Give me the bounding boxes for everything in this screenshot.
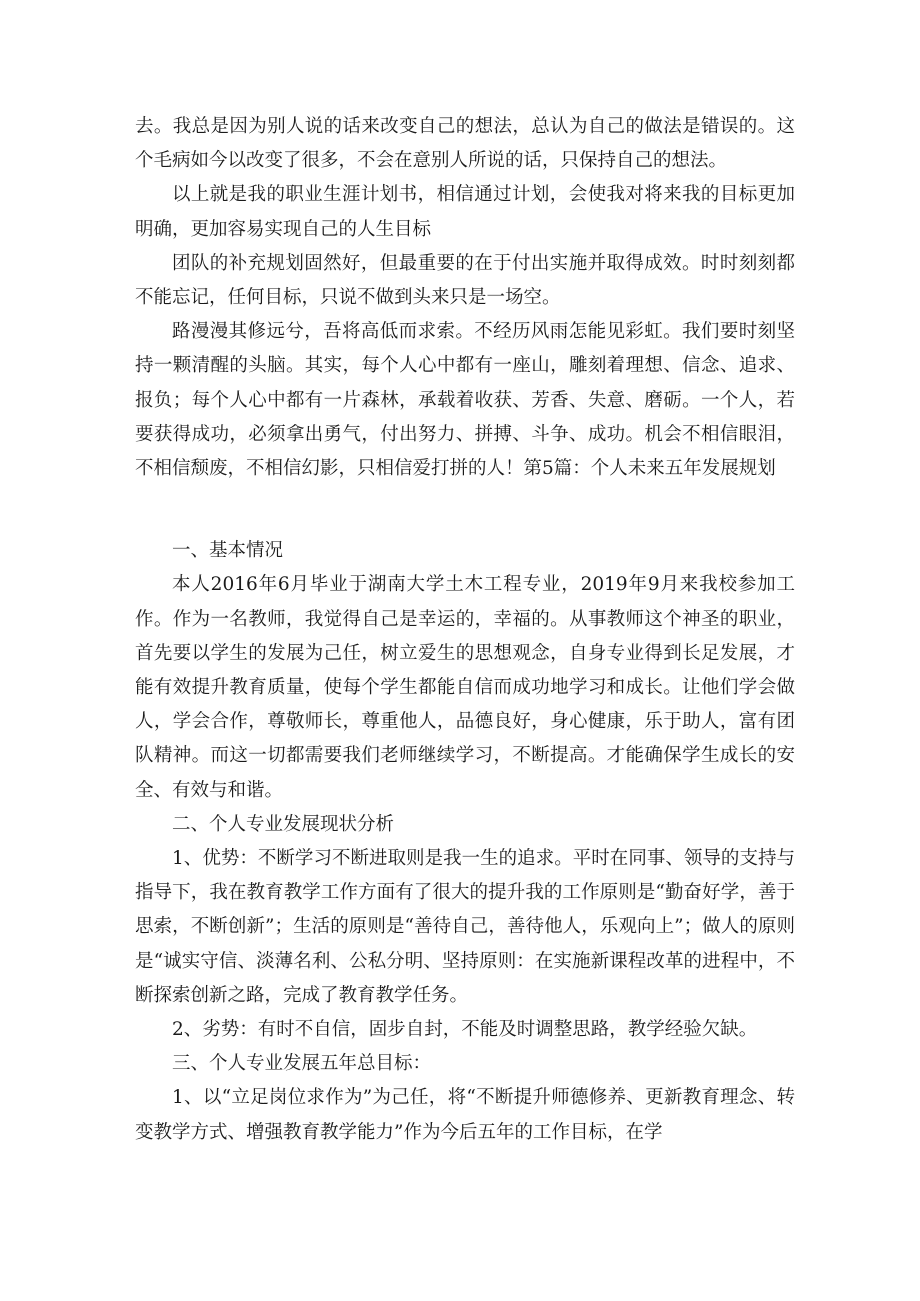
section-heading-2: 二、个人专业发展现状分析 [172,813,395,835]
paragraph-4: 路漫漫其修远兮，吾将高低而求索。不经历风雨怎能见彩虹。我们要时刻坚持一颗清醒的头脑。其实，每个人心中都有一座山，雕刻着理想、信念、追求、报负；每个人心中都有一片森林，承载着收获、芳香、失意、磨砺。一个人，若要获得成功，必须拿出勇气，付出努力、拼搏、斗争、成功。机会不相信眼泪，不相信颓废，不相信幻影，只相信爱打拼的人！第5篇：个人未来五年发展规划 [135,321,795,480]
section-heading-3: 三、个人专业发展五年总目标： [172,1053,432,1075]
section-heading-1: 一、基本情况 [172,540,284,562]
paragraph-gap [135,486,795,534]
paragraph-1: 去。我总是因为别人说的话来改变自己的想法，总认为自己的做法是错误的。这个毛病如今以改变了很多，不会在意别人所说的话，只保持自己的想法。 [135,116,795,172]
paragraph-6: 本人2016年6月毕业于湖南大学土木工程专业，2019年9月来我校参加工作。作为一名教师，我觉得自己是幸运的，幸福的。从事教师这个神圣的职业，首先要以学生的发展为己任，树立爱生的思想观念，自身专业得到长足发展，才能有效提升教育质量，使每个学生都能自信而成功地学习和成长。让他们学会做人，学会合作，尊敬师长，尊重他人，品德良好，身心健康，乐于助人，富有团队精神。而这一切都需要我们老师继续学习，不断提高。才能确保学生成长的安全、有效与和谐。 [135,574,795,801]
paragraph-11: 1、以“立足岗位求作为”为己任，将“不断提升师德修养、更新教育理念、转变教学方式、增强教育教学能力”作为今后五年的工作目标，在学 [135,1087,795,1143]
paragraph-3: 团队的补充规划固然好，但最重要的在于付出实施并取得成效。时时刻刻都不能忘记，任何目标，只说不做到头来只是一场空。 [135,252,795,309]
document-body [135,110,795,1150]
paragraph-2: 以上就是我的职业生涯计划书，相信通过计划，会使我对将来我的目标更加明确，更加容易实现自己的人生目标 [135,184,795,240]
paragraph-9: 2、劣势：有时不自信，固步自封，不能及时调整思路，教学经验欠缺。 [172,1019,758,1041]
paragraph-8: 1、优势：不断学习不断进取则是我一生的追求。平时在同事、领导的支持与指导下，我在教育教学工作方面有了很大的提升我的工作原则是“勤奋好学，善于思索，不断创新”；生活的原则是“善待自己，善待他人，乐观向上”；做人的原则是“诚实守信、淡薄名利、公私分明、坚持原则：在实施新课程改革的进程中，不断探索创新之路，完成了教育教学任务。 [135,848,795,1006]
